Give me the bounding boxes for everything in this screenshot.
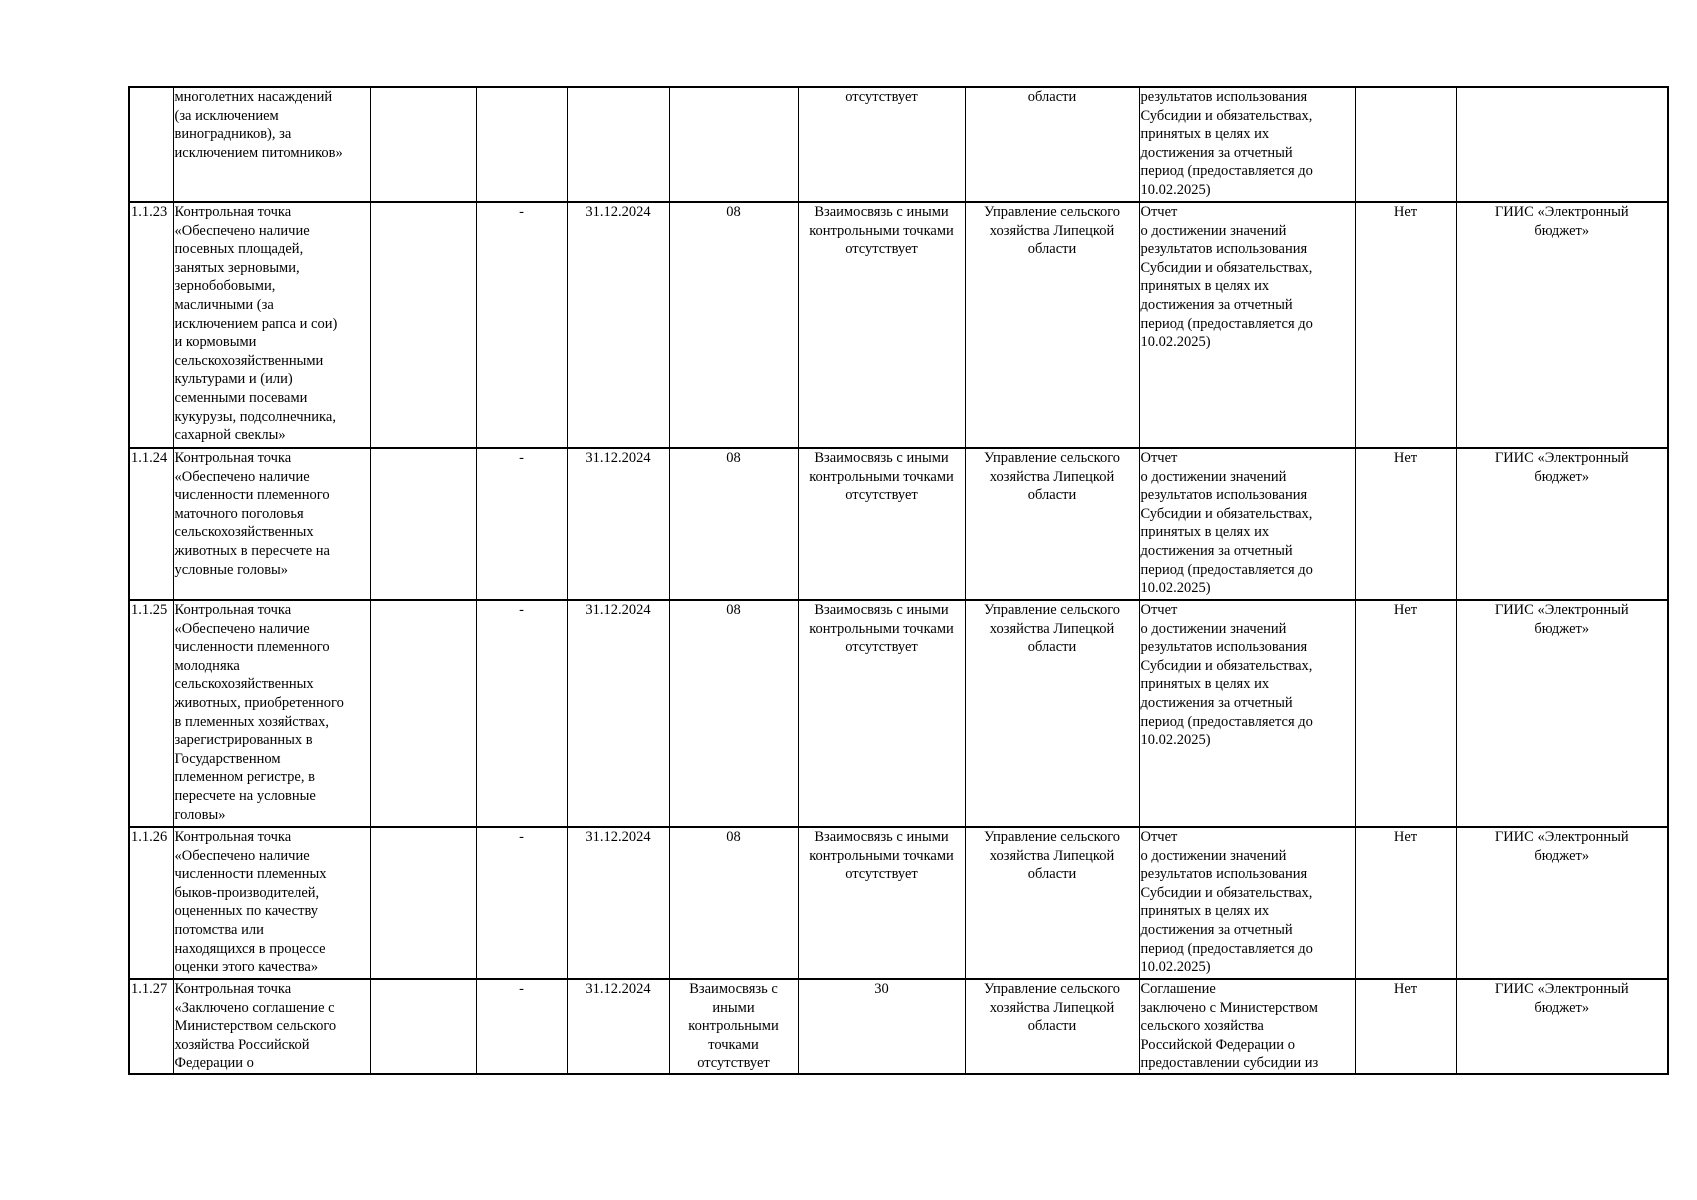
- cell-extra: [370, 600, 476, 827]
- cell-link: Взаимосвязь с иными контрольными точками отсутствует: [798, 600, 965, 827]
- cell-responsible: области: [965, 87, 1139, 202]
- cell-number: 1.1.23: [129, 202, 173, 448]
- table-row: [129, 202, 1668, 448]
- cell-name: многолетних насаждений (за исключением виноградников), за исключением питомников»: [173, 87, 370, 202]
- cell-name: Контрольная точка «Заключено соглашение с Министерством сельского хозяйства Российской Федерации о: [173, 979, 370, 1074]
- cell-extra: [370, 87, 476, 202]
- cell-flag: Нет: [1355, 448, 1456, 600]
- cell-start: -: [476, 979, 567, 1074]
- cell-system: ГИИС «Электронный бюджет»: [1456, 979, 1668, 1074]
- cell-type: [669, 87, 798, 202]
- cell-end: [567, 87, 669, 202]
- cell-type: 08: [669, 600, 798, 827]
- cell-name: Контрольная точка «Обеспечено наличие численности племенных быков-производителей, оцененных по качеству потомства или находящихся в процессе оценки этого качества»: [173, 827, 370, 979]
- cell-flag: [1355, 87, 1456, 202]
- cell-document: результатов использования Субсидии и обязательствах, принятых в целях их достижения за отчетный период (предоставляется до 10.02.2025): [1139, 87, 1355, 202]
- cell-link: 30: [798, 979, 965, 1074]
- cell-start: -: [476, 600, 567, 827]
- cell-document: Отчет о достижении значений результатов использования Субсидии и обязательствах, принятых в целях их достижения за отчетный период (предоставляется до 10.02.2025): [1139, 202, 1355, 448]
- cell-type: Взаимосвязь с иными контрольными точками отсутствует: [669, 979, 798, 1074]
- cell-number: [129, 87, 173, 202]
- table-row: [129, 979, 1668, 1074]
- plan-table: [128, 86, 1669, 1075]
- cell-end: 31.12.2024: [567, 979, 669, 1074]
- cell-type: 08: [669, 202, 798, 448]
- cell-link: отсутствует: [798, 87, 965, 202]
- cell-system: [1456, 87, 1668, 202]
- cell-type: 08: [669, 448, 798, 600]
- cell-responsible: Управление сельского хозяйства Липецкой области: [965, 827, 1139, 979]
- cell-flag: Нет: [1355, 202, 1456, 448]
- cell-start: -: [476, 827, 567, 979]
- cell-flag: Нет: [1355, 827, 1456, 979]
- table-row: [129, 448, 1668, 600]
- cell-responsible: Управление сельского хозяйства Липецкой области: [965, 979, 1139, 1074]
- cell-name: Контрольная точка «Обеспечено наличие посевных площадей, занятых зерновыми, зернобобовыми, масличными (за исключением рапса и сои) и кормовыми сельскохозяйственными культурами и (или) семенными посевами кукурузы, подсолнечника, сахарной свеклы»: [173, 202, 370, 448]
- cell-system: ГИИС «Электронный бюджет»: [1456, 827, 1668, 979]
- cell-system: ГИИС «Электронный бюджет»: [1456, 202, 1668, 448]
- cell-responsible: Управление сельского хозяйства Липецкой области: [965, 202, 1139, 448]
- cell-start: [476, 87, 567, 202]
- cell-number: 1.1.24: [129, 448, 173, 600]
- cell-responsible: Управление сельского хозяйства Липецкой области: [965, 600, 1139, 827]
- cell-name: Контрольная точка «Обеспечено наличие численности племенного молодняка сельскохозяйственных животных, приобретенного в племенных хозяйствах, зарегистрированных в Государственном племенном регистре, в пересчете на условные головы»: [173, 600, 370, 827]
- cell-document: Отчет о достижении значений результатов использования Субсидии и обязательствах, принятых в целях их достижения за отчетный период (предоставляется до 10.02.2025): [1139, 448, 1355, 600]
- cell-type: 08: [669, 827, 798, 979]
- cell-extra: [370, 202, 476, 448]
- cell-name: Контрольная точка «Обеспечено наличие численности племенного маточного поголовья сельскохозяйственных животных в пересчете на условные головы»: [173, 448, 370, 600]
- cell-extra: [370, 827, 476, 979]
- cell-link: Взаимосвязь с иными контрольными точками отсутствует: [798, 202, 965, 448]
- table-row: [129, 87, 1668, 202]
- cell-start: -: [476, 202, 567, 448]
- table-row: [129, 827, 1668, 979]
- cell-number: 1.1.26: [129, 827, 173, 979]
- cell-link: Взаимосвязь с иными контрольными точками отсутствует: [798, 448, 965, 600]
- cell-end: 31.12.2024: [567, 600, 669, 827]
- cell-extra: [370, 979, 476, 1074]
- cell-start: -: [476, 448, 567, 600]
- cell-system: ГИИС «Электронный бюджет»: [1456, 448, 1668, 600]
- cell-document: Отчет о достижении значений результатов использования Субсидии и обязательствах, принятых в целях их достижения за отчетный период (предоставляется до 10.02.2025): [1139, 827, 1355, 979]
- cell-end: 31.12.2024: [567, 827, 669, 979]
- cell-link: Взаимосвязь с иными контрольными точками отсутствует: [798, 827, 965, 979]
- cell-flag: Нет: [1355, 600, 1456, 827]
- cell-flag: Нет: [1355, 979, 1456, 1074]
- cell-extra: [370, 448, 476, 600]
- cell-number: 1.1.25: [129, 600, 173, 827]
- cell-document: Отчет о достижении значений результатов использования Субсидии и обязательствах, принятых в целях их достижения за отчетный период (предоставляется до 10.02.2025): [1139, 600, 1355, 827]
- cell-system: ГИИС «Электронный бюджет»: [1456, 600, 1668, 827]
- cell-number: 1.1.27: [129, 979, 173, 1074]
- table-row: [129, 600, 1668, 827]
- cell-document: Соглашение заключено с Министерством сельского хозяйства Российской Федерации о предоставлении субсидии из: [1139, 979, 1355, 1074]
- cell-end: 31.12.2024: [567, 448, 669, 600]
- cell-end: 31.12.2024: [567, 202, 669, 448]
- cell-responsible: Управление сельского хозяйства Липецкой области: [965, 448, 1139, 600]
